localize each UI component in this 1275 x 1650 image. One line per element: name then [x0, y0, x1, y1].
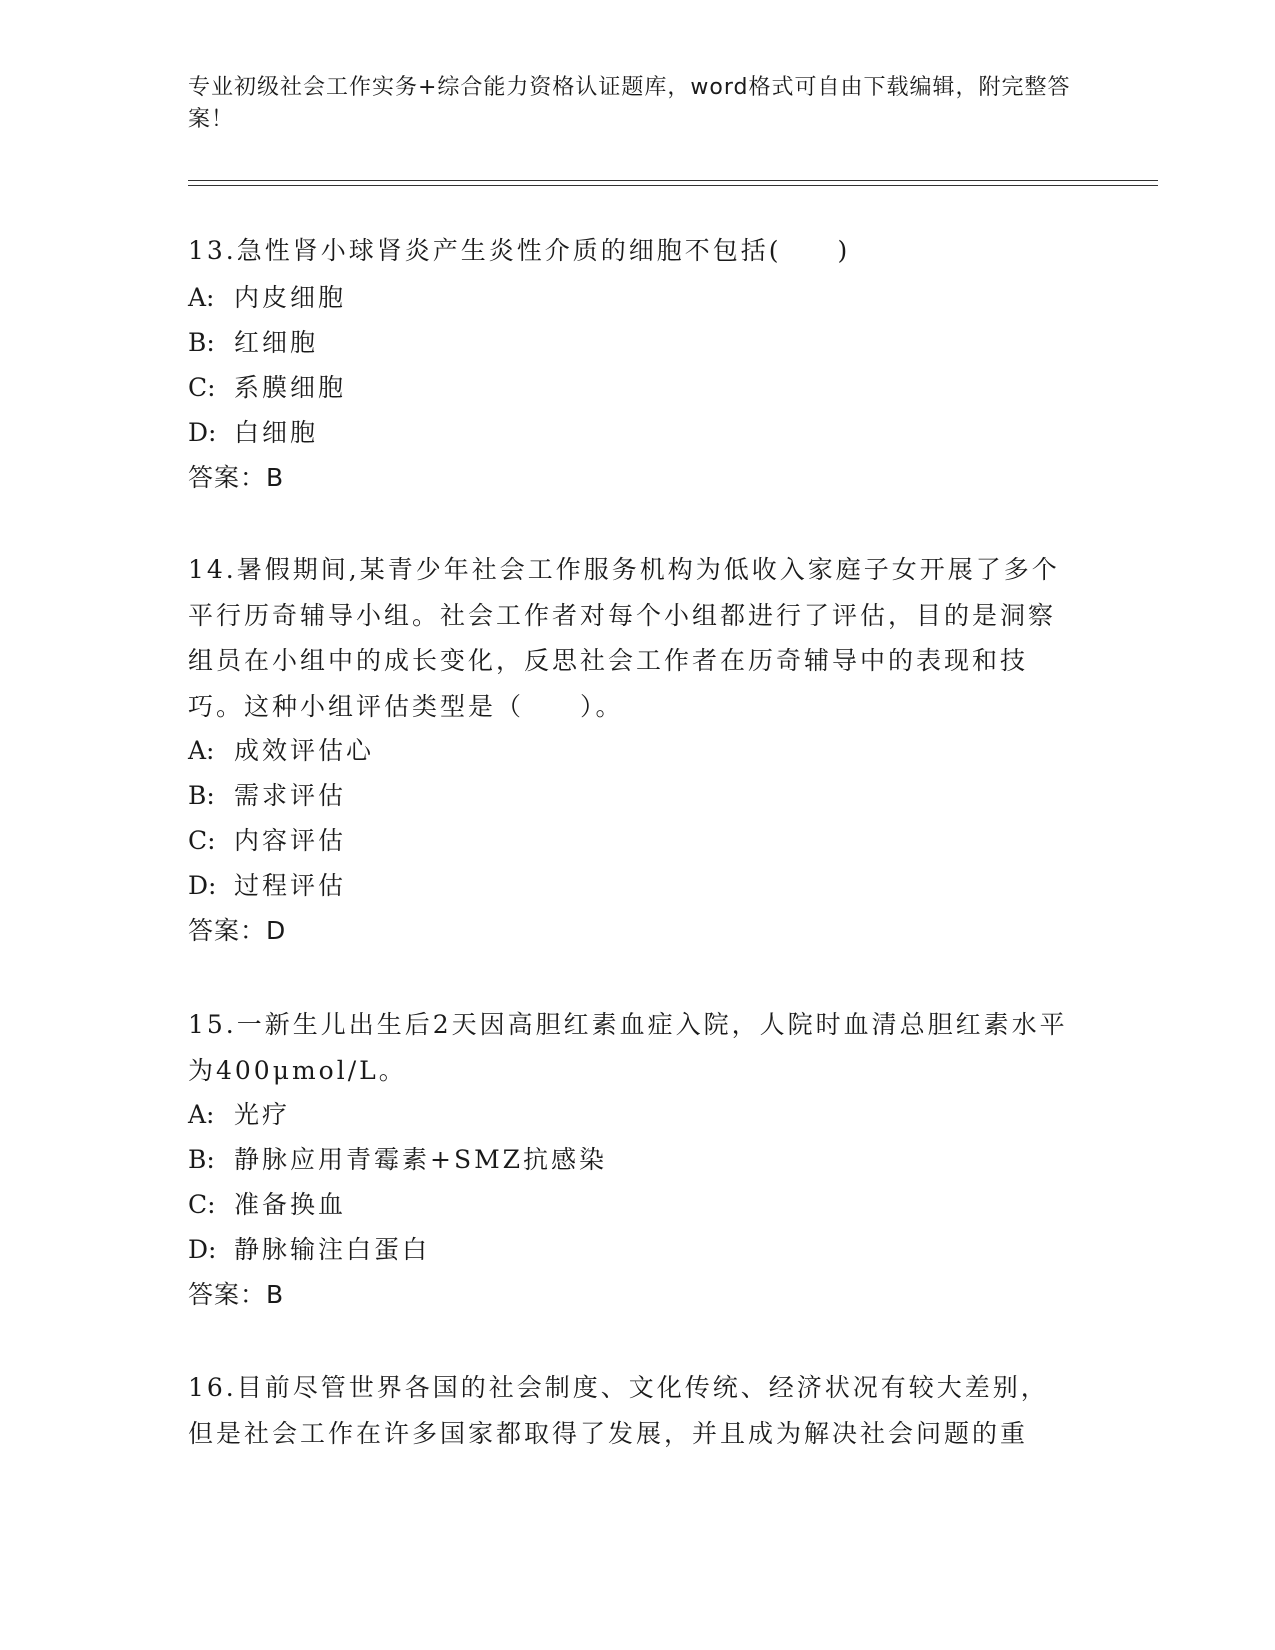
question-14-answer: 答案：D: [188, 916, 287, 945]
header-divider-top: [188, 180, 1158, 181]
option-text: 内皮细胞: [234, 283, 347, 312]
question-13-option-a: [188, 275, 346, 320]
question-13-answer: 答案：B: [188, 463, 285, 492]
option-text: 光疗: [234, 1100, 291, 1129]
option-text: 过程评估: [234, 871, 347, 900]
question-15-option-a: [188, 1092, 290, 1137]
option-text: 需求评估: [234, 781, 347, 810]
question-16-stem: 16.目前尽管世界各国的社会制度、文化传统、经济状况有较大差别，但是社会工作在许多国家都取得了发展，并且成为解决社会问题的重: [188, 1373, 1049, 1448]
option-label: C:: [188, 373, 216, 402]
question-13-option-b: [188, 320, 318, 365]
option-label: A:: [188, 283, 215, 312]
option-label: B:: [188, 781, 215, 810]
option-text: 红细胞: [234, 328, 319, 357]
header-divider-bottom: [188, 185, 1158, 186]
option-text: 系膜细胞: [234, 373, 347, 402]
question-15-answer: 答案：B: [188, 1280, 285, 1309]
question-14-option-b: [188, 773, 346, 818]
question-15-option-b: [188, 1137, 607, 1182]
question-14-option-c: [188, 818, 346, 863]
option-text: 白细胞: [234, 418, 319, 447]
option-label: A:: [188, 736, 215, 765]
option-label: B:: [188, 328, 215, 357]
option-label: D:: [188, 871, 217, 900]
question-15-option-c: [188, 1182, 346, 1227]
option-label: A:: [188, 1100, 215, 1129]
option-text: 准备换血: [234, 1190, 347, 1219]
option-label: B:: [188, 1145, 215, 1174]
question-15-stem: 15.一新生儿出生后2天因高胆红素血症入院，人院时血清总胆红素水平为400μmol/L。: [188, 1010, 1068, 1085]
option-label: D:: [188, 1235, 217, 1264]
question-13-option-d: [188, 410, 318, 455]
option-text: 静脉输注白蛋白: [234, 1235, 431, 1264]
option-label: C:: [188, 826, 216, 855]
question-13-stem: 13.急性肾小球肾炎产生炎性介质的细胞不包括( ): [188, 236, 851, 265]
option-text: 成效评估心: [234, 736, 375, 765]
question-14-option-d: [188, 863, 346, 908]
option-label: D:: [188, 418, 217, 447]
question-14-option-a: [188, 728, 374, 773]
document-header: 专业初级社会工作实务+综合能力资格认证题库，word格式可自由下载编辑，附完整答案！: [188, 75, 1071, 132]
option-text: 内容评估: [234, 826, 347, 855]
question-13-option-c: [188, 365, 346, 410]
option-text: 静脉应用青霉素+SMZ抗感染: [234, 1145, 608, 1174]
question-14-stem: 14.暑假期间,某青少年社会工作服务机构为低收入家庭子女开展了多个平行历奇辅导小组。社会工作者对每个小组都进行了评估，目的是洞察组员在小组中的成长变化，反思社会工作者在历奇辅导中的表现和技巧。这种小组评估类型是（ ）。: [188, 555, 1060, 721]
option-label: C:: [188, 1190, 216, 1219]
question-15-option-d: [188, 1227, 430, 1272]
